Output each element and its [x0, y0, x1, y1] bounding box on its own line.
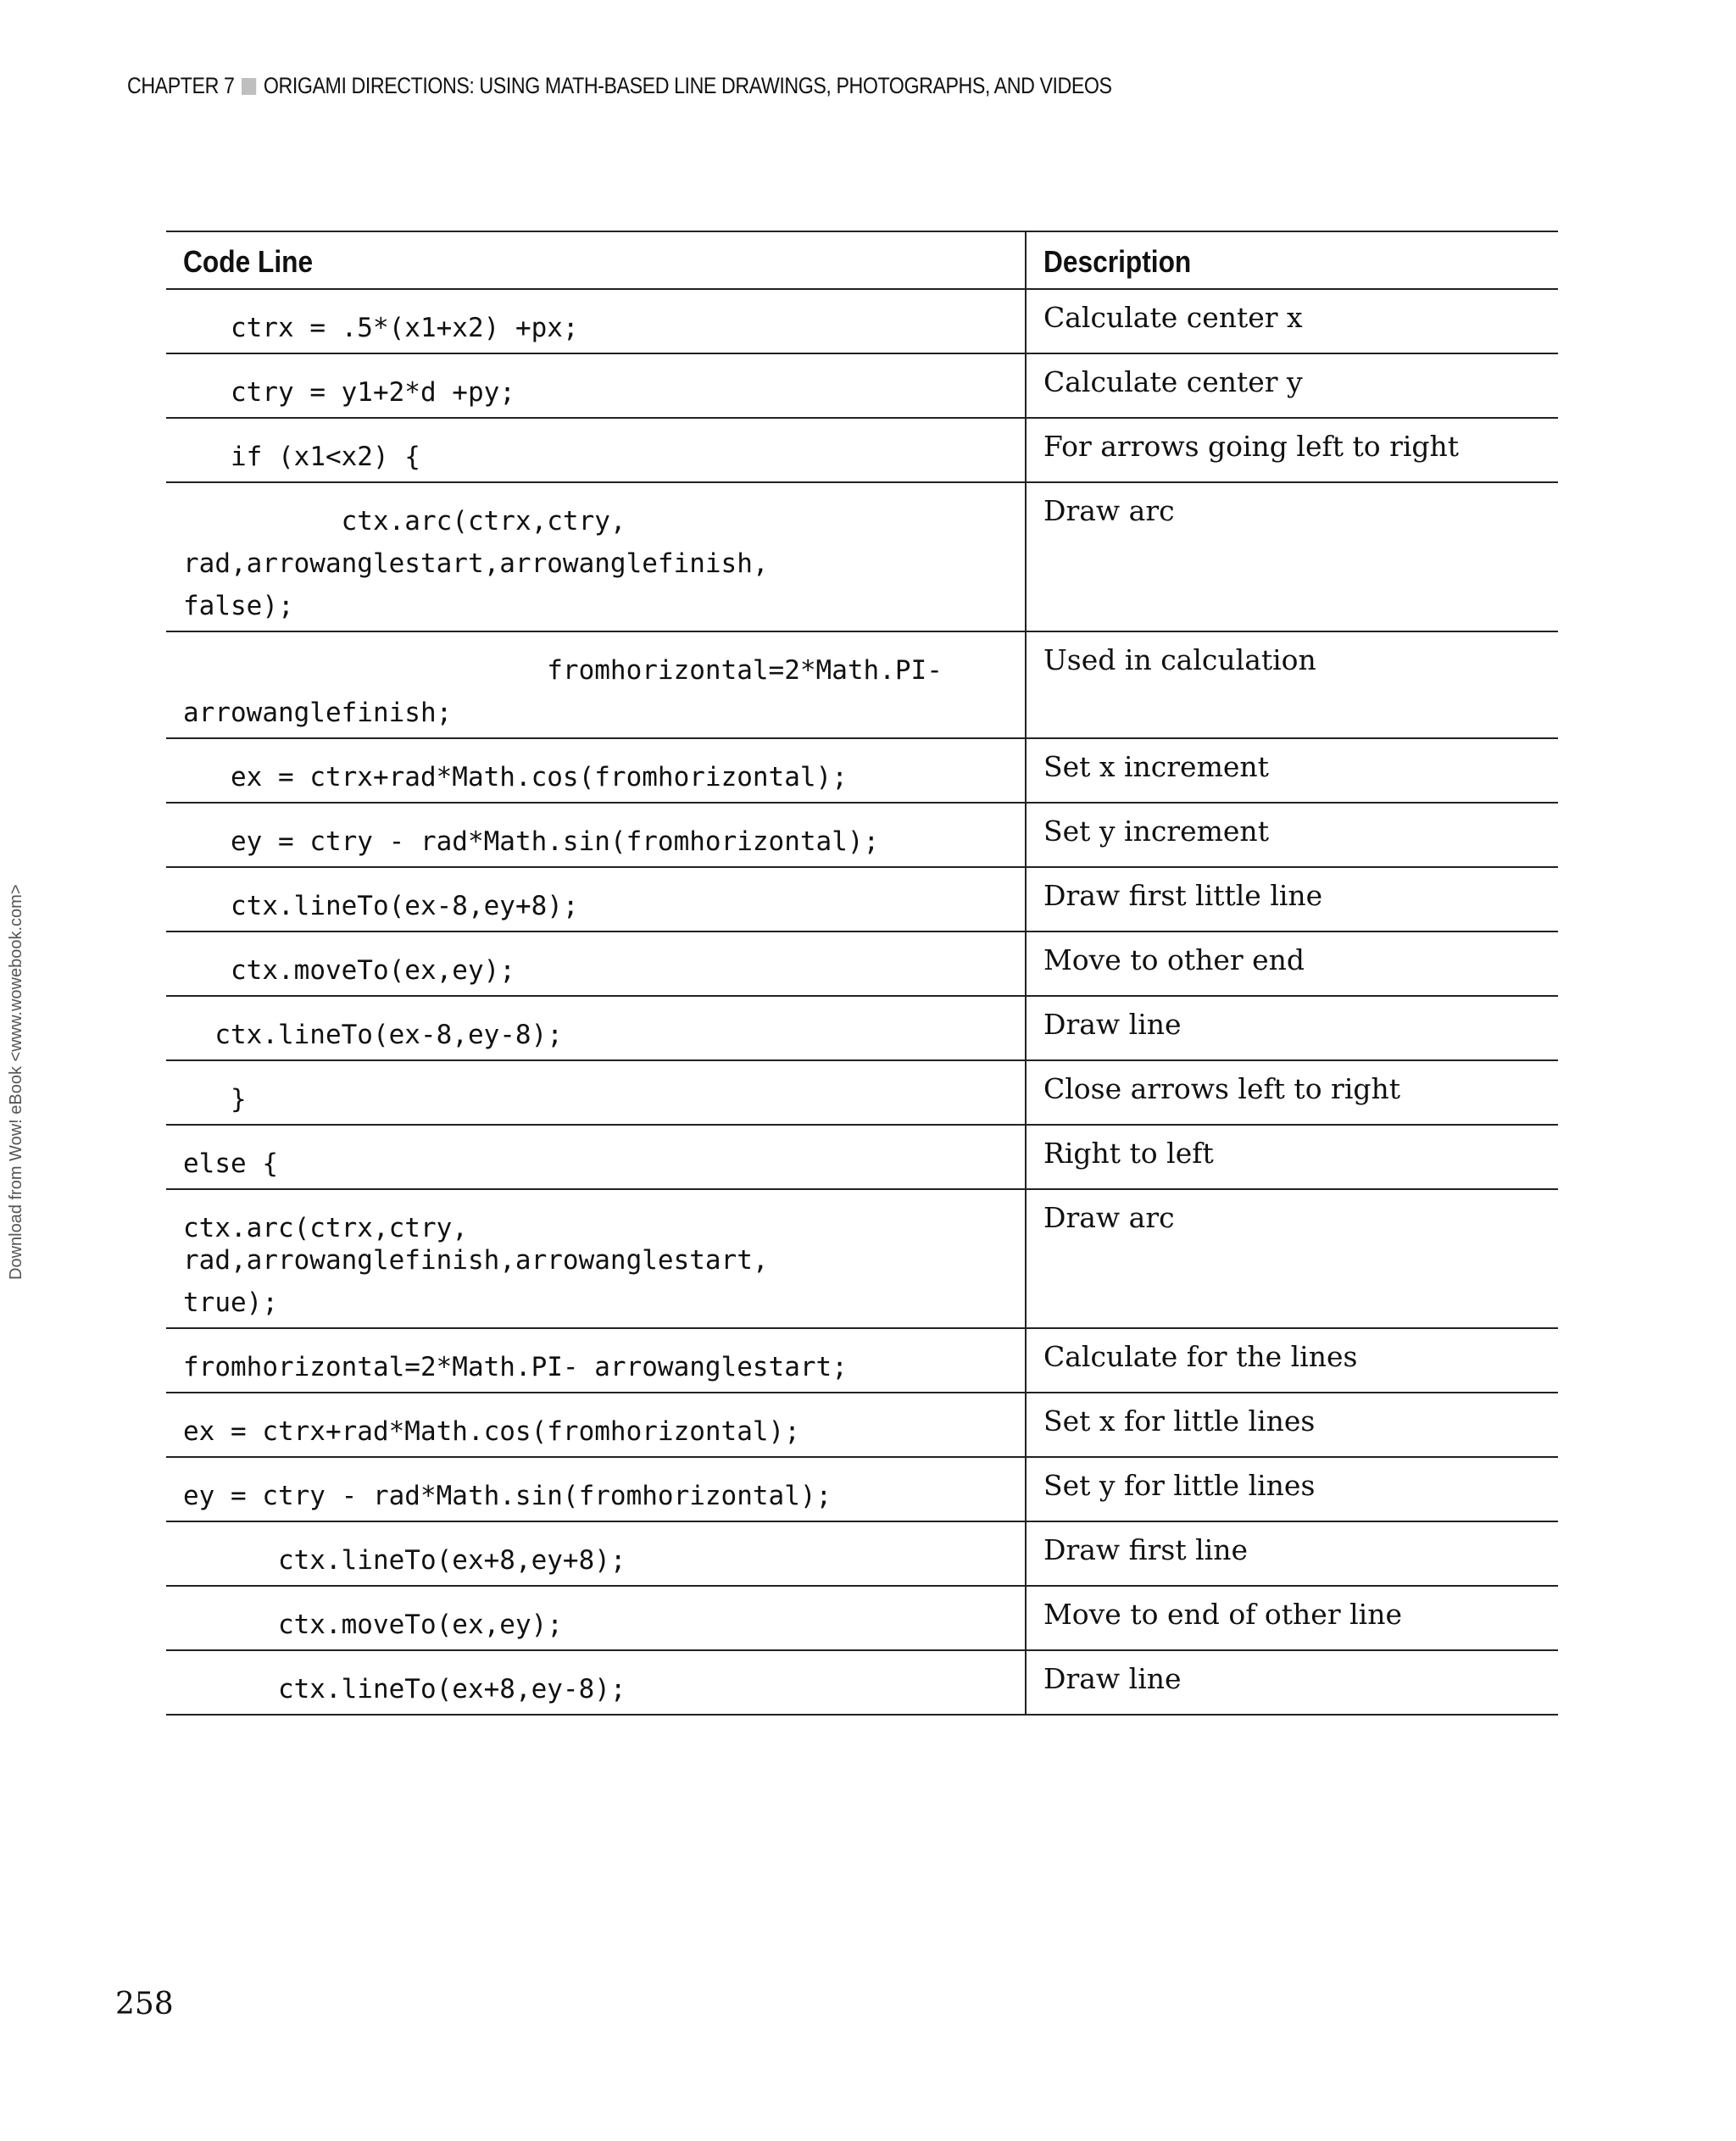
table-row: [166, 1125, 1558, 1189]
table-row: [166, 1521, 1558, 1586]
code-line: rad,arrowanglestart,arrowanglefinish,: [183, 548, 769, 579]
description-cell: Draw arc: [1026, 482, 1558, 631]
table-row: [166, 1586, 1558, 1650]
code-line: if (x1<x2) {: [183, 442, 420, 472]
code-cell: [166, 1521, 1026, 1586]
code-cell: [166, 1586, 1026, 1650]
code-line: ctx.arc(ctrx,ctry, rad,arrowanglefinish,arrowanglestart,: [183, 1213, 769, 1276]
code-line: ctx.lineTo(ex-8,ey-8);: [183, 1020, 563, 1050]
description-cell: Move to other end: [1026, 931, 1558, 996]
code-cell: [166, 996, 1026, 1060]
code-cell: [166, 1060, 1026, 1125]
code-line: ex = ctrx+rad*Math.cos(fromhorizontal);: [183, 1416, 800, 1447]
code-cell: [166, 1393, 1026, 1457]
side-watermark: Download from Wow! eBook <www.wowebook.com>: [7, 884, 25, 1280]
page-number: 258: [115, 1987, 174, 2021]
table-row: [166, 867, 1558, 931]
chapter-label: CHAPTER 7: [127, 73, 235, 98]
code-line: arrowanglefinish;: [183, 698, 453, 728]
table-row: [166, 482, 1558, 631]
code-cell: [166, 1189, 1026, 1328]
code-line: ex = ctrx+rad*Math.cos(fromhorizontal);: [183, 762, 848, 792]
code-line: ctx.lineTo(ex-8,ey+8);: [183, 891, 579, 921]
description-cell: Draw first line: [1026, 1521, 1558, 1586]
table-row: [166, 1650, 1558, 1715]
running-head: [127, 73, 1112, 99]
description-cell: Draw arc: [1026, 1189, 1558, 1328]
column-header-code: Code Line: [183, 244, 314, 279]
description-cell: Calculate center x: [1026, 289, 1558, 353]
description-cell: Right to left: [1026, 1125, 1558, 1189]
code-line: ctx.arc(ctrx,ctry,: [183, 506, 626, 537]
table-row: [166, 1457, 1558, 1521]
description-cell: Draw line: [1026, 1650, 1558, 1715]
code-cell: [166, 803, 1026, 867]
code-cell: [166, 738, 1026, 803]
code-cell: [166, 353, 1026, 418]
table-row: [166, 418, 1558, 482]
code-line: fromhorizontal=2*Math.PI- arrowanglestart;: [183, 1352, 848, 1382]
description-cell: Set y for little lines: [1026, 1457, 1558, 1521]
code-line: else {: [183, 1148, 278, 1179]
table-row: [166, 1189, 1558, 1328]
code-cell: [166, 482, 1026, 631]
description-cell: Set x for little lines: [1026, 1393, 1558, 1457]
description-cell: Set x increment: [1026, 738, 1558, 803]
code-line: }: [183, 1084, 247, 1115]
table-row: [166, 353, 1558, 418]
description-cell: Move to end of other line: [1026, 1586, 1558, 1650]
table-row: [166, 1393, 1558, 1457]
code-line: ey = ctry - rad*Math.sin(fromhorizontal);: [183, 1481, 832, 1511]
code-line: true);: [183, 1287, 278, 1318]
description-cell: Set y increment: [1026, 803, 1558, 867]
description-cell: Close arrows left to right: [1026, 1060, 1558, 1125]
code-cell: [166, 931, 1026, 996]
code-line: ctx.lineTo(ex+8,ey-8);: [183, 1674, 626, 1704]
code-cell: [166, 1650, 1026, 1715]
table-row: [166, 738, 1558, 803]
code-line: ctry = y1+2*d +py;: [183, 377, 515, 408]
table-header-row: [166, 231, 1558, 289]
description-cell: Draw line: [1026, 996, 1558, 1060]
code-line: ctx.lineTo(ex+8,ey+8);: [183, 1545, 626, 1576]
code-line: false);: [183, 591, 294, 621]
table-body: [166, 289, 1558, 1715]
table-row: [166, 1060, 1558, 1125]
code-line: ctx.moveTo(ex,ey);: [183, 955, 515, 986]
separator-square-icon: [242, 78, 256, 95]
code-description-table: [166, 231, 1558, 1716]
description-cell: Calculate center y: [1026, 353, 1558, 418]
table-row: [166, 631, 1558, 738]
chapter-title: ORIGAMI DIRECTIONS: USING MATH-BASED LINE DRAWINGS, PHOTOGRAPHS, AND VIDEOS: [263, 73, 1112, 98]
code-cell: [166, 867, 1026, 931]
code-cell: [166, 418, 1026, 482]
code-line: ctrx = .5*(x1+x2) +px;: [183, 313, 579, 343]
code-cell: [166, 1125, 1026, 1189]
code-line: fromhorizontal=2*Math.PI-: [183, 655, 943, 686]
table-row: [166, 803, 1558, 867]
description-cell: For arrows going left to right: [1026, 418, 1558, 482]
table-row: [166, 931, 1558, 996]
code-cell: [166, 1457, 1026, 1521]
code-cell: [166, 1328, 1026, 1393]
table-row: [166, 1328, 1558, 1393]
code-cell: [166, 631, 1026, 738]
code-cell: [166, 289, 1026, 353]
code-line: ctx.moveTo(ex,ey);: [183, 1610, 563, 1640]
code-line: ey = ctry - rad*Math.sin(fromhorizontal);: [183, 826, 880, 857]
description-cell: Calculate for the lines: [1026, 1328, 1558, 1393]
table-row: [166, 996, 1558, 1060]
table-row: [166, 289, 1558, 353]
description-cell: Draw first little line: [1026, 867, 1558, 931]
description-cell: Used in calculation: [1026, 631, 1558, 738]
column-header-description: Description: [1026, 231, 1558, 289]
